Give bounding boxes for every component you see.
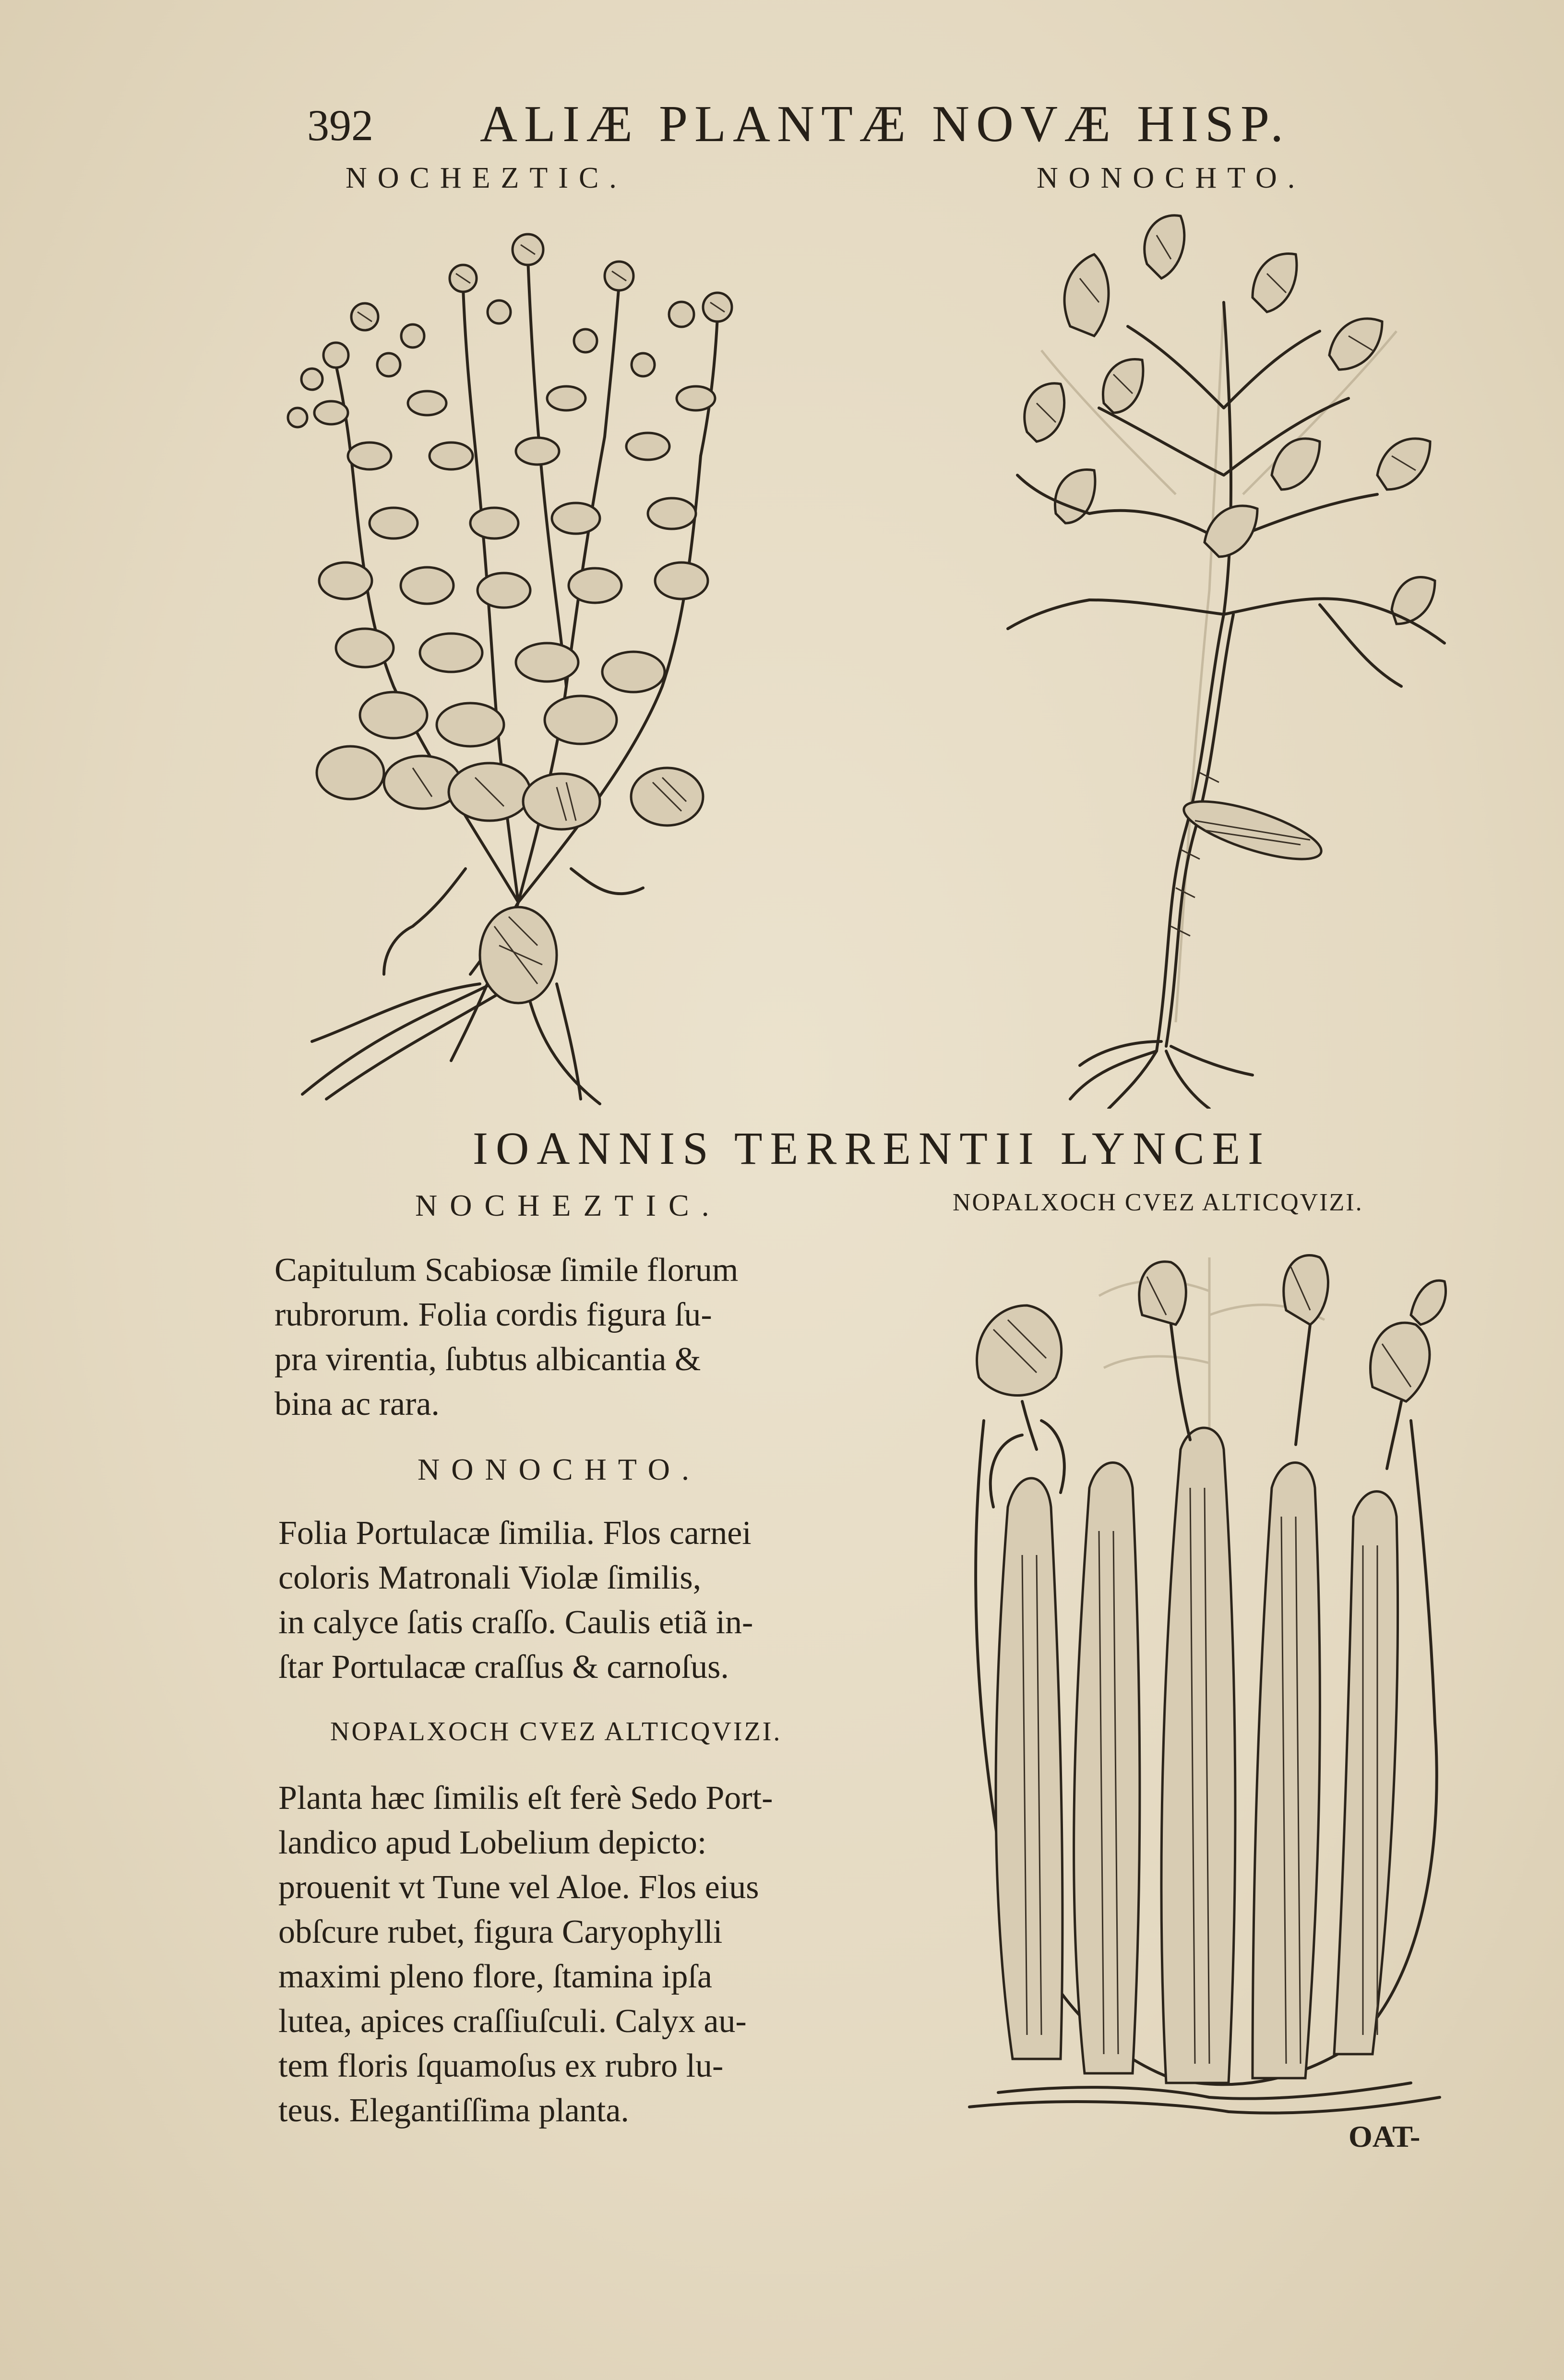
- plate-label-right: NONOCHTO.: [1037, 162, 1306, 194]
- text-line: Capitulum Scabiosæ ſimile florum: [275, 1252, 739, 1289]
- text-line: teus. Elegantiſſima planta.: [278, 2092, 629, 2129]
- text-line: maximi pleno flore, ſtamina ipſa: [278, 1958, 712, 1995]
- text-line: prouenit vt Tune vel Aloe. Flos eius: [278, 1869, 759, 1906]
- text-line: lutea, apices craſſiuſculi. Calyx au-: [278, 2003, 747, 2040]
- text-line: Planta hæc ſimilis eſt ferè Sedo Port-: [278, 1780, 773, 1817]
- plate-label-nopalxoch: NOPALXOCH CVEZ ALTICQVIZI.: [953, 1189, 1363, 1216]
- entry-heading-nopalxoch: NOPALXOCH CVEZ ALTICQVIZI.: [330, 1717, 782, 1746]
- text-line: landico apud Lobelium depicto:: [278, 1824, 707, 1861]
- entry-heading-nonochto: NONOCHTO.: [418, 1452, 701, 1486]
- text-line: coloris Matronali Violæ ſimilis,: [278, 1559, 702, 1596]
- page-number: 392: [307, 101, 373, 150]
- text-line: rubrorum. Folia cordis figura ſu-: [275, 1296, 712, 1333]
- paragraph-nopalxoch: [278, 1776, 773, 2133]
- text-line: in calyce ſatis craſſo. Caulis etiã in-: [278, 1604, 753, 1641]
- woodcut-nonochto: [984, 206, 1454, 1109]
- text-line: Folia Portulacæ ſimilia. Flos carnei: [278, 1515, 752, 1552]
- text-line: bina ac rara.: [275, 1386, 440, 1423]
- text-line: obſcure rubet, figura Caryophylli: [278, 1914, 723, 1950]
- text-line: tem floris ſquamoſus ex rubro lu-: [278, 2047, 724, 2084]
- plate-label-left: NOCHEZTIC.: [346, 162, 627, 194]
- woodcut-nocheztic: [269, 206, 777, 1118]
- section-heading: IOANNIS TERRENTII LYNCEI: [473, 1123, 1271, 1174]
- entry-heading-nocheztic: NOCHEZTIC.: [415, 1188, 722, 1222]
- woodcut-nopalxoch: [941, 1219, 1468, 2141]
- text-line: ſtar Portulacæ craſſus & carnoſus.: [278, 1649, 729, 1686]
- text-line: pra virentia, ſubtus albicantia &: [275, 1341, 701, 1378]
- paragraph-nonochto: [278, 1511, 753, 1689]
- paragraph-nocheztic: [275, 1248, 738, 1426]
- running-title: ALIÆ PLANTÆ NOVÆ HISP.: [480, 96, 1290, 153]
- catchword: OAT-: [1349, 2119, 1421, 2153]
